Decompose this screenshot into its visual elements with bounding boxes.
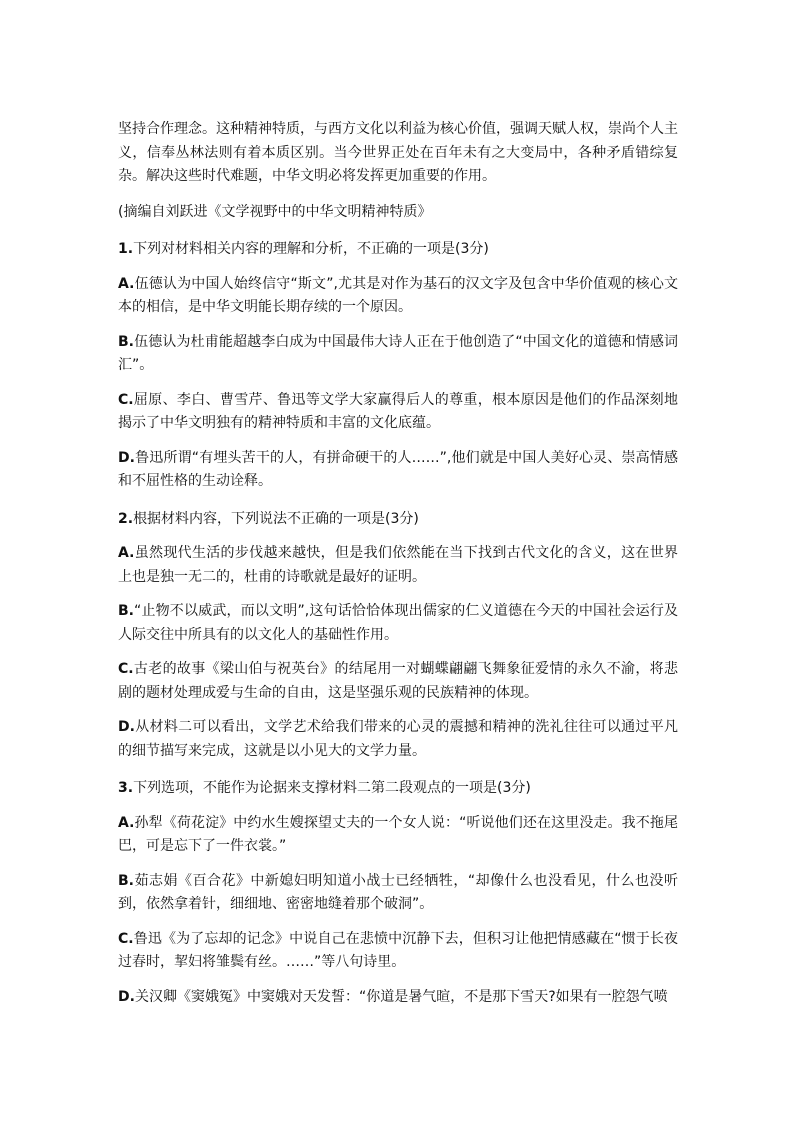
question-number: 3.	[118, 780, 134, 796]
question-3	[118, 777, 678, 1009]
option-text: 虽然现代生活的步伐越来越快，但是我们依然能在当下找到古代文化的含义，这在世界上也是独一无二的，杜甫的诗歌就是最好的证明。	[118, 545, 678, 585]
option-text: 鲁迅所谓“有埋头苦干的人，有拼命硬干的人……”,他们就是中国人美好心灵、崇高情感和不屈性格的生动诠释。	[118, 449, 678, 489]
question-stem	[118, 508, 678, 532]
option-letter: B.	[118, 333, 134, 350]
option-b	[118, 600, 678, 647]
option-letter: D.	[118, 719, 135, 735]
option-letter: A.	[118, 814, 135, 831]
option-letter: C.	[118, 930, 134, 947]
option-c	[118, 928, 678, 975]
option-d	[118, 986, 678, 1010]
option-c	[118, 389, 678, 436]
source-citation: (摘编自刘跃进《文学视野中的中华文明精神特质》	[118, 203, 432, 220]
option-d	[118, 447, 678, 494]
option-b	[118, 331, 678, 378]
intro-paragraph: 坚持合作理念。这种精神特质，与西方文化以利益为核心价值，强调天赋人权，崇尚个人主义，信奉丛林法则有着本质区别。当今世界正处在百年未有之大变局中，各种矛盾错综复杂。解决这些时代难题，中华文明必将发挥更加重要的作用。	[118, 121, 678, 184]
question-stem	[118, 777, 678, 801]
option-c	[118, 658, 678, 705]
option-text: 屈原、李白、曹雪芹、鲁迅等文学大家赢得后人的尊重，根本原因是他们的作品深刻地揭示了中华文明独有的精神特质和丰富的文化底蕴。	[118, 391, 678, 431]
question-text: 下列选项，不能作为论据来支撑材料二第二段观点的一项是(3分)	[133, 780, 531, 796]
question-text: 下列对材料相关内容的理解和分析，不正确的一项是(3分)	[133, 241, 489, 257]
option-a	[118, 273, 678, 320]
option-a	[118, 812, 678, 859]
question-2	[118, 508, 678, 764]
option-text: 古老的故事《梁山伯与祝英台》的结尾用一对蝴蝶翩翩飞舞象征爱情的永久不渝，将悲剧的题材处理成爱与生命的自由，这是坚强乐观的民族精神的体现。	[118, 661, 678, 701]
option-letter: D.	[118, 988, 135, 1005]
question-number: 2.	[118, 510, 134, 527]
option-text: 鲁迅《为了忘却的记念》中说自己在悲愤中沉静下去，但积习让他把情感藏在“惯于长夜过春时，挈妇将雏鬓有丝。……”等八句诗里。	[118, 930, 678, 970]
option-text: 茹志娟《百合花》中新媳妇明知道小战士已经牺牲，“却像什么也没看见，什么也没听到，依然拿着针，细细地、密密地缝着那个破洞”。	[118, 872, 678, 912]
option-a	[118, 542, 678, 589]
option-text: 孙犁《荷花淀》中约水生嫂探望丈夫的一个女人说：“听说他们还在这里没走。我不拖尾巴，可是忘下了一件衣裳。”	[118, 814, 678, 854]
option-text: 伍德认为中国人始终信守“斯文”,尤其是对作为基石的汉文字及包含中华价值观的核心文本的相信，是中华文明能长期存续的一个原因。	[118, 275, 678, 315]
option-text: 伍德认为杜甫能超越李白成为中国最伟大诗人正在于他创造了“中国文化的道德和情感词汇”。	[118, 333, 678, 373]
option-letter: A.	[118, 275, 135, 292]
option-text: 从材料二可以看出，文学艺术给我们带来的心灵的震撼和精神的洗礼往往可以通过平凡的细节描写来完成，这就是以小见大的文学力量。	[118, 719, 678, 759]
option-letter: B.	[118, 603, 134, 619]
option-text: “止物不以威武，而以文明”,这句话恰恰体现出儒家的仁义道德在今天的中国社会运行及人际交往中所具有的以文化人的基础性作用。	[118, 603, 678, 643]
option-b	[118, 870, 678, 917]
document-page	[118, 118, 678, 1009]
question-stem	[118, 238, 678, 262]
option-letter: C.	[118, 661, 134, 677]
option-letter: A.	[118, 545, 135, 561]
question-number: 1.	[118, 241, 134, 257]
option-letter: D.	[118, 449, 135, 466]
option-text: 关汉卿《窦娥冤》中窦娥对天发誓：“你道是暑气暄，不是那下雪天?如果有一腔怨气喷	[134, 988, 668, 1005]
question-text: 根据材料内容，下列说法不正确的一项是(3分)	[133, 510, 419, 527]
option-letter: B.	[118, 872, 134, 889]
question-1	[118, 238, 678, 494]
option-d	[118, 716, 678, 763]
option-letter: C.	[118, 391, 134, 408]
